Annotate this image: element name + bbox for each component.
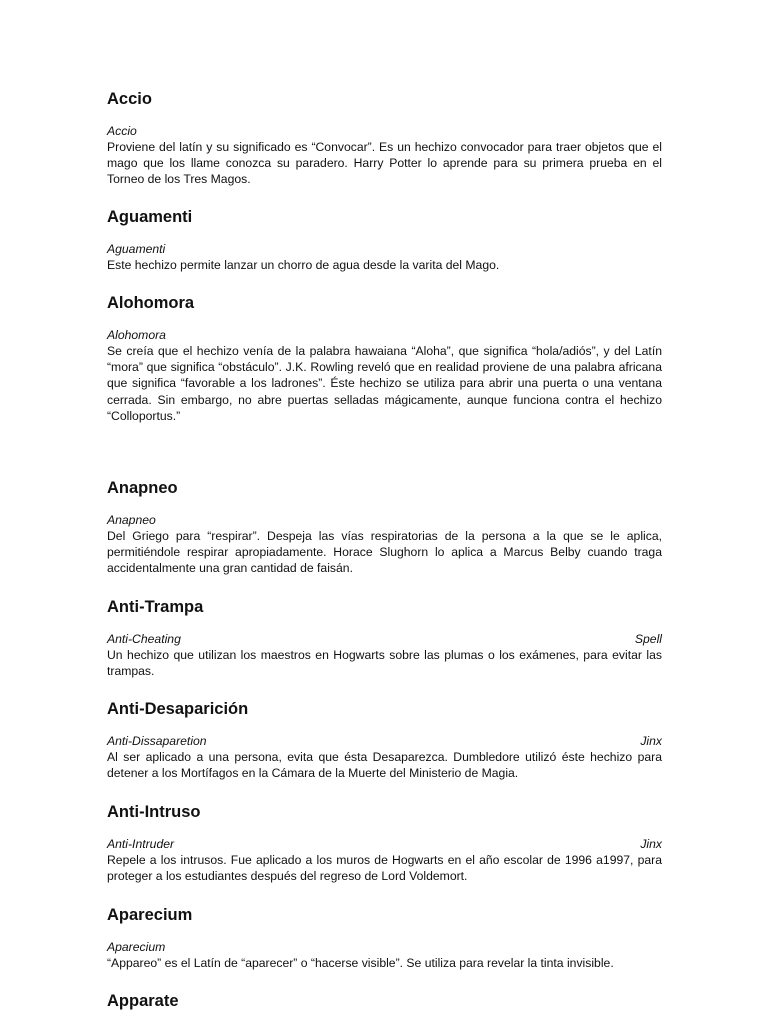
spell-title: Anti-Intruso	[107, 803, 201, 821]
spell-latin-name: Aparecium	[107, 940, 166, 954]
spell-meta	[107, 939, 662, 955]
spell-latin-name: Anti-Dissaparetion	[107, 734, 207, 748]
spell-entry-anapneo	[107, 478, 662, 577]
spell-description: Repele a los intrusos. Fue aplicado a los muros de Hogwarts en el año escolar de 1996 a1997, para proteger a los estudiantes después del regreso de Lord Voldemort.	[107, 853, 662, 884]
spell-title: Aparecium	[107, 906, 193, 924]
spell-latin-name: Aguamenti	[107, 242, 166, 256]
document-page	[107, 0, 662, 1024]
spell-title: Anapneo	[107, 479, 178, 497]
spell-meta	[107, 512, 662, 528]
spell-entry-accio	[107, 89, 662, 188]
spell-meta	[107, 241, 662, 257]
spell-entry-apparate	[107, 991, 662, 1011]
spell-latin-name: Anti-Cheating	[107, 632, 181, 646]
spell-description: Del Griego para “respirar”. Despeja las vías respiratorias de la persona a la que se le aplica, permitiéndole respirar apropiadamente. Horace Slughorn lo aplica a Marcus Belby cuando traga accidentalmente una gran cantidad de faisán.	[107, 529, 662, 576]
spell-title: Apparate	[107, 992, 179, 1010]
spell-type: Spell	[634, 632, 662, 646]
spell-title: Aguamenti	[107, 208, 193, 226]
spell-entry-anti-trampa	[107, 597, 662, 679]
spell-latin-name: Anti-Intruder	[107, 837, 175, 851]
spell-entry-aguamenti	[107, 207, 662, 273]
spell-entry-anti-desaparicion	[107, 699, 662, 781]
spell-type: Jinx	[640, 837, 662, 851]
spell-description: “Appareo” es el Latín de “aparecer” o “hacerse visible”. Se utiliza para revelar la tinta invisible.	[107, 956, 614, 970]
spell-latin-name: Alohomora	[107, 328, 166, 342]
spell-description: Se creía que el hechizo venía de la palabra hawaiana “Aloha”, que significa “hola/adiós”, y del Latín “mora” que significa “obstáculo”. J.K. Rowling reveló que en realidad proviene de una palabra africana que significa “favorable a los ladrones”. Éste hechizo se utiliza para abrir una puerta o una ventana cerrada. Sin embargo, no abre puertas selladas mágicamente, aunque funciona contra el hechizo “Colloportus.”	[107, 344, 662, 423]
spell-meta	[107, 327, 662, 343]
spell-meta	[107, 631, 662, 647]
spell-title: Anti-Desaparición	[107, 700, 249, 718]
spell-meta	[107, 836, 662, 852]
spell-entry-alohomora	[107, 293, 662, 424]
spell-latin-name: Anapneo	[107, 513, 156, 527]
spell-description: Proviene del latín y su significado es “Convocar”. Es un hechizo convocador para traer objetos que el mago que los llame conozca su paradero. Harry Potter lo aprende para su primera prueba en el Torneo de los Tres Magos.	[107, 140, 662, 187]
spell-title: Anti-Trampa	[107, 598, 204, 616]
spell-title: Alohomora	[107, 294, 195, 312]
spell-entry-anti-intruso	[107, 802, 662, 884]
spell-title: Accio	[107, 90, 152, 108]
spell-entry-aparecium	[107, 905, 662, 971]
spell-description: Este hechizo permite lanzar un chorro de agua desde la varita del Mago.	[107, 258, 500, 272]
spell-description: Al ser aplicado a una persona, evita que ésta Desaparezca. Dumbledore utilizó éste hechizo para detener a los Mortífagos en la Cámara de la Muerte del Ministerio de Magia.	[107, 750, 662, 781]
spell-latin-name: Accio	[107, 124, 137, 138]
spell-description: Un hechizo que utilizan los maestros en Hogwarts sobre las plumas o los exámenes, para evitar las trampas.	[107, 648, 662, 679]
spell-type: Jinx	[640, 734, 662, 748]
spell-meta	[107, 733, 662, 749]
spell-meta	[107, 123, 662, 139]
